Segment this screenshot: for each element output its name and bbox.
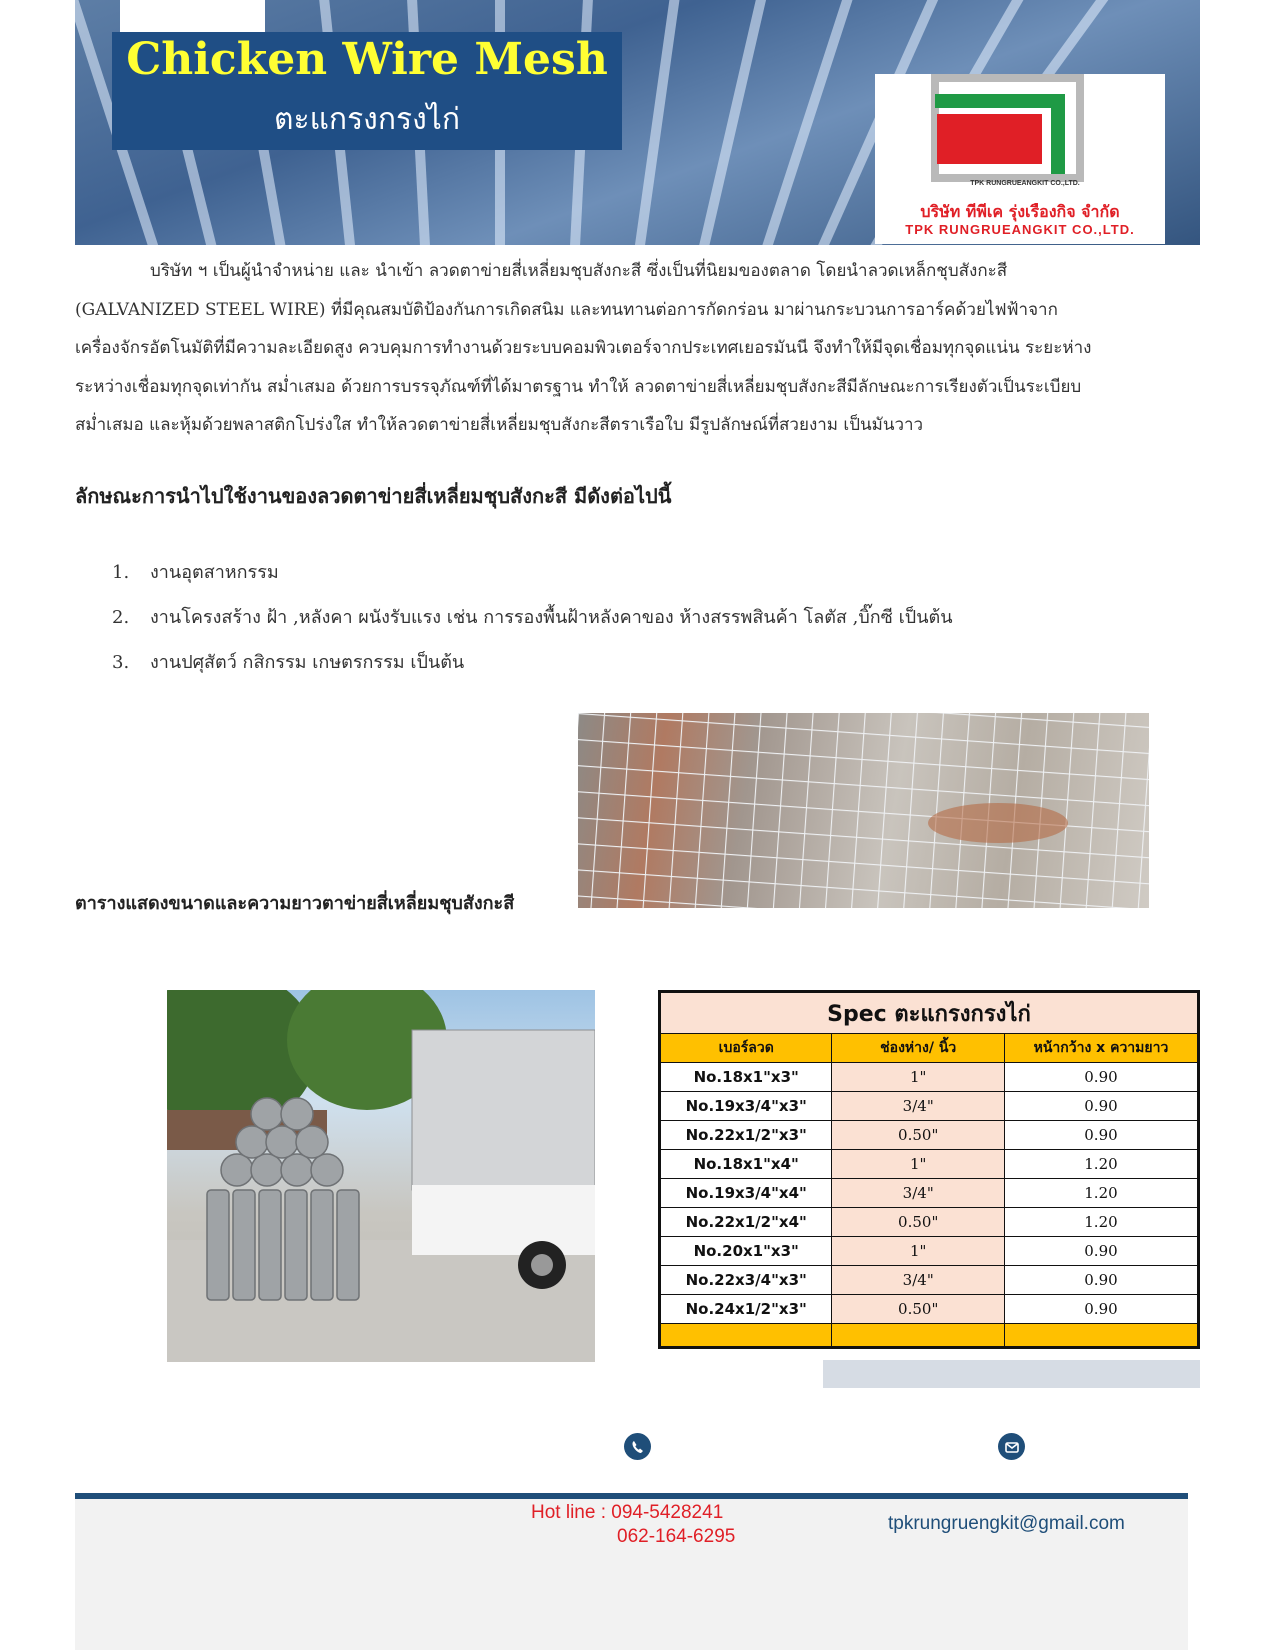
width-length-cell: 1.20 bbox=[1004, 1208, 1198, 1237]
table-row bbox=[660, 1063, 1199, 1092]
table-caption: ตารางแสดงขนาดและความยาวตาข่ายสี่เหลี่ยมชุบสังกะสี bbox=[75, 893, 515, 914]
spec-table-title: Spec ตะแกรงกรงไก่ bbox=[660, 992, 1199, 1034]
table-row bbox=[660, 1208, 1199, 1237]
mesh-size-cell: 3/4" bbox=[832, 1266, 1004, 1295]
list-text: งานปศุสัตว์ กสิกรรม เกษตรกรรม เป็นต้น bbox=[150, 652, 465, 673]
column-header: ช่องห่าง/ นิ้ว bbox=[832, 1034, 1004, 1063]
page-subtitle: ตะแกรงกรงไก่ bbox=[273, 102, 461, 137]
table-row bbox=[660, 1179, 1199, 1208]
logo-caption: TPK RUNGRUEANGKIT CO.,LTD. bbox=[970, 180, 1080, 187]
list-text: งานโครงสร้าง ฝ้า ,หลังคา ผนังรับแรง เช่น การรองพื้นฝ้าหลังคาของ ห้างสรรพสินค้า โลตัส ,บิ๊กซี เป็นต้น bbox=[150, 607, 953, 628]
column-header: หน้ากว้าง x ความยาว bbox=[1004, 1034, 1198, 1063]
wire-number-cell: No.18x1"x4" bbox=[660, 1150, 832, 1179]
mesh-size-cell: 0.50" bbox=[832, 1295, 1004, 1324]
envelope-icon bbox=[998, 1433, 1025, 1460]
wire-number-cell: No.22x1/2"x4" bbox=[660, 1208, 832, 1237]
mesh-size-cell: 0.50" bbox=[832, 1121, 1004, 1150]
product-truck-photo bbox=[167, 990, 595, 1362]
list-number: 1. bbox=[112, 562, 130, 583]
logo-company-en: TPK RUNGRUEANGKIT CO.,LTD. bbox=[905, 222, 1135, 237]
mesh-size-cell: 1" bbox=[832, 1237, 1004, 1266]
intro-paragraph bbox=[75, 252, 1195, 445]
width-length-cell: 0.90 bbox=[1004, 1121, 1198, 1150]
mesh-size-cell: 3/4" bbox=[832, 1179, 1004, 1208]
wire-number-cell: No.19x3/4"x3" bbox=[660, 1092, 832, 1121]
logo-company-th: บริษัท ทีพีเค รุ่งเรืองกิจ จำกัด bbox=[920, 202, 1120, 221]
list-item bbox=[112, 557, 279, 586]
intro-line: เครื่องจักรอัตโนมัติที่มีความละเอียดสูง ควบคุมการทำงานด้วยระบบคอมพิวเตอร์จากประเทศเยอรมันนี จึงทำให้มีจุดเชื่อมทุกจุดแน่น ระยะห่าง bbox=[75, 338, 1092, 358]
width-length-cell: 1.20 bbox=[1004, 1150, 1198, 1179]
list-text: งานอุตสาหกรรม bbox=[150, 562, 279, 583]
width-length-cell: 0.90 bbox=[1004, 1092, 1198, 1121]
width-length-cell: 0.90 bbox=[1004, 1063, 1198, 1092]
spec-table bbox=[658, 990, 1200, 1349]
uses-heading: ลักษณะการนำไปใช้งานของลวดตาข่ายสี่เหลี่ยมชุบสังกะสี มีดังต่อไปนี้ bbox=[75, 484, 672, 508]
phone-icon bbox=[624, 1433, 651, 1460]
list-number: 2. bbox=[112, 607, 130, 628]
table-row bbox=[660, 1237, 1199, 1266]
table-row bbox=[660, 1295, 1199, 1324]
column-header: เบอร์ลวด bbox=[660, 1034, 832, 1063]
width-length-cell: 1.20 bbox=[1004, 1179, 1198, 1208]
width-length-cell: 0.90 bbox=[1004, 1237, 1198, 1266]
wire-number-cell: No.18x1"x3" bbox=[660, 1063, 832, 1092]
table-row bbox=[660, 1121, 1199, 1150]
table-row bbox=[660, 1150, 1199, 1179]
list-item bbox=[112, 602, 953, 631]
table-footer-row bbox=[660, 1324, 1199, 1348]
width-length-cell: 0.90 bbox=[1004, 1266, 1198, 1295]
intro-line: (GALVANIZED STEEL WIRE) ที่มีคุณสมบัติป้องกันการเกิดสนิม และทนทานต่อการกัดกร่อน มาผ่านกระบวนการอาร์คด้วยไฟฟ้าจาก bbox=[75, 299, 1058, 320]
wire-number-cell: No.22x1/2"x3" bbox=[660, 1121, 832, 1150]
width-length-cell: 0.90 bbox=[1004, 1295, 1198, 1324]
table-row bbox=[660, 1092, 1199, 1121]
mesh-size-cell: 1" bbox=[832, 1150, 1004, 1179]
mesh-size-cell: 3/4" bbox=[832, 1092, 1004, 1121]
wire-number-cell: No.24x1/2"x3" bbox=[660, 1295, 832, 1324]
wire-number-cell: No.22x3/4"x3" bbox=[660, 1266, 832, 1295]
header-white-tab bbox=[120, 0, 265, 32]
table-row bbox=[660, 1266, 1199, 1295]
page-title: Chicken Wire Mesh bbox=[126, 34, 608, 85]
wire-mesh-photo bbox=[578, 713, 1149, 908]
intro-line: ระหว่างเชื่อมทุกจุดเท่ากัน สม่ำเสมอ ด้วยการบรรจุภัณฑ์ที่ได้มาตรฐาน ทำให้ ลวดตาข่ายสี่เหลี่ยมชุบสังกะสีมีลักษณะการเรียงตัวเป็นระเบียบ bbox=[75, 376, 1082, 397]
intro-line: บริษัท ฯ เป็นผู้นำจำหน่าย และ นำเข้า ลวดตาข่ายสี่เหลี่ยมชุบสังกะสี ซึ่งเป็นที่นิยมของตลาด โดยนำลวดเหล็กชุบสังกะสี bbox=[150, 261, 1008, 281]
wire-number-cell: No.20x1"x3" bbox=[660, 1237, 832, 1266]
mesh-size-cell: 1" bbox=[832, 1063, 1004, 1092]
contact-email[interactable]: tpkrungruengkit@gmail.com bbox=[888, 1513, 1125, 1534]
intro-line: สม่ำเสมอ และหุ้มด้วยพลาสติกโปร่งใส ทำให้ลวดตาข่ายสี่เหลี่ยมชุบสังกะสีตราเรือใบ มีรูปลักษณ์ที่สวยงาม เป็นมันวาว bbox=[75, 415, 924, 435]
hotline-number-secondary[interactable]: 062-164-6295 bbox=[617, 1526, 736, 1547]
list-item bbox=[112, 647, 464, 676]
wire-number-cell: No.19x3/4"x4" bbox=[660, 1179, 832, 1208]
list-number: 3. bbox=[112, 652, 130, 673]
hotline-number[interactable]: Hot line : 094-5428241 bbox=[531, 1502, 724, 1523]
mesh-size-cell: 0.50" bbox=[832, 1208, 1004, 1237]
table-shadow-bar bbox=[823, 1360, 1200, 1388]
